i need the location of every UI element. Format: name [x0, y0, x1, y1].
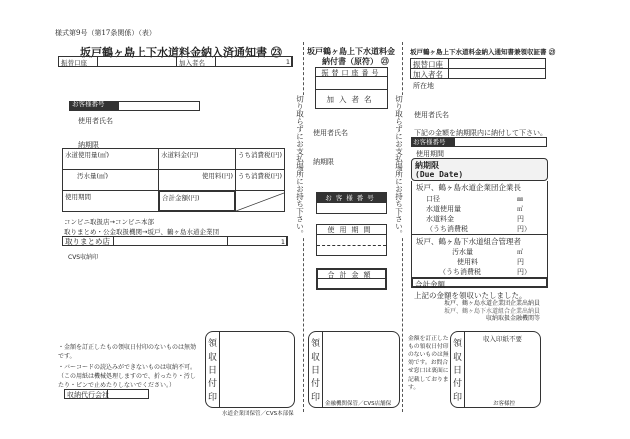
section1-stamp-box	[205, 331, 295, 408]
water-row-label: 口径	[426, 195, 440, 203]
dashed-divider	[317, 245, 386, 246]
due-date-en: (Due Date)	[415, 170, 464, 179]
sewer-row-unit: 円）	[517, 268, 531, 276]
divider	[316, 89, 387, 90]
divider	[448, 68, 546, 69]
sewer-row-unit: 円	[517, 258, 524, 266]
section2-period-box	[316, 224, 387, 256]
section3-subscriber-label: 加入者名	[410, 68, 449, 79]
section3-title	[410, 47, 555, 56]
section3-due-date-label: 納期限	[415, 161, 439, 170]
water-row-unit: ㎥	[517, 206, 524, 213]
customer-number-label: お客様番号	[69, 101, 119, 111]
sewer-org: 坂戸、鶴ヶ島下水道組合管理者	[416, 237, 521, 246]
water-row-unit: ㎜	[517, 196, 524, 203]
water-row-label: （うち消費税	[426, 225, 468, 233]
sewage-volume-cell: 汚水量(㎥)	[62, 169, 159, 191]
agent-label: 収納代行会社	[64, 389, 108, 399]
section1-charges-table	[62, 148, 283, 218]
note-1: ・金額を訂正したもの領収日付印のないものは無効です。	[58, 344, 197, 360]
instruction-text: 下記の金額を納期限内に納付して下さい。	[414, 129, 547, 137]
diagonal-line-icon	[236, 191, 284, 211]
section3-stamp-box	[450, 331, 541, 408]
section1-customer-number	[69, 101, 200, 111]
received-text: 上記の金額を領収いたしました。	[414, 291, 527, 300]
diagonal-cell	[235, 190, 285, 212]
sewer-row-label: 汚水量	[452, 248, 473, 256]
stamp-not-required: 収入印紙不要	[483, 335, 522, 343]
section3-transfer-account-label: 振替口座	[410, 58, 449, 69]
section2-title-mark: ㉓	[380, 57, 389, 66]
divider	[412, 234, 547, 235]
section3-customer-number-box	[411, 137, 547, 147]
section3-user-name-label: 使用者氏名	[414, 111, 449, 119]
issuer-line: 収納取扱金融機関等	[485, 315, 540, 322]
section3-total-label: 合計金額	[415, 280, 445, 289]
section2-stamp-footer: 金融機関保管／CVS店舗保	[325, 401, 392, 407]
water-row-unit: 円	[517, 215, 524, 223]
section2-title-line2	[322, 56, 389, 67]
cut-line-2-text: 切り取らずにお支払場所にお持ち下さい。	[394, 95, 404, 238]
sewer-row-label: 使用料	[457, 258, 478, 266]
section3-total-box	[411, 277, 548, 288]
section2-stamp-box	[308, 331, 400, 408]
form-id: 様式第9号（第17条関係）（表）	[55, 29, 156, 37]
section2-due-date-label: 納期限	[313, 158, 334, 166]
cut-line-1-text: 切り取らずにお支払場所にお持ち下さい。	[295, 95, 305, 238]
section3-account-box	[410, 58, 546, 79]
section1-stamp-footer: 水道企業団保管／CVS本部保	[222, 411, 294, 417]
section2-subscriber-label: 加入者名	[326, 95, 377, 104]
section1-stamp-label: 領 収 日 付 印	[206, 332, 220, 407]
user-name-label: 使用者氏名	[78, 117, 113, 125]
issuer-lines	[430, 300, 540, 323]
water-row-unit: 円）	[517, 225, 531, 233]
due-date-label: 納期限	[78, 141, 99, 149]
section2-total-label: 合計金額	[318, 270, 385, 279]
tax2-cell: うち消費税(円)	[235, 169, 285, 191]
subscriber-label: 加入者名	[176, 56, 216, 67]
tax1-cell: うち消費税(円)	[235, 148, 285, 170]
collector-value: 1	[227, 236, 288, 246]
note-2: ・バーコードの読込みができないものは収納不可。（この用紙は機械処理しますので、折ったり・汚したり・ピンで止めたりしないでください。）	[58, 364, 197, 389]
water-org: 坂戸、鶴ヶ島水道企業団企業長	[416, 183, 521, 192]
period-cell: 使用期間	[62, 190, 159, 212]
collector-row	[62, 236, 287, 246]
section3-title-text: 坂戸鶴ヶ島上下水道料金納入通知書兼領収証書	[410, 48, 547, 56]
section3-stamp-footer: お客様控	[493, 401, 516, 407]
section1-title-text: 坂戸鶴ヶ島上下水道料金納入済通知書	[80, 46, 267, 59]
section3-side-note: 金額を訂正したもの領収日付印のないものは無効です。お問合せ窓口は裏面に記載しております。	[408, 336, 449, 391]
section2-account-box	[315, 67, 388, 109]
account-number-label: 振替口座番号	[316, 68, 387, 77]
total-cell: 合計金額(円)	[158, 190, 236, 212]
section2-user-name-label: 使用者氏名	[313, 129, 348, 137]
section2-stamp-label: 領 収 日 付 印	[309, 332, 323, 407]
issuer-line: 坂戸、鶴ヶ島水道企業団企業出納員	[443, 300, 540, 307]
section1-title-mark: ㉓	[270, 46, 282, 59]
agent-row	[64, 389, 149, 399]
due-date-box	[411, 158, 548, 181]
address-label: 所在地	[413, 82, 434, 90]
water-row-label: 水道料金	[426, 215, 454, 223]
water-charge-cell: 水道料金(円)	[158, 148, 236, 170]
section3-period-label: 使用期間	[416, 150, 444, 158]
transfer-account-label: 振替口座	[58, 56, 98, 67]
collector-label: 取りまとめ店	[62, 236, 114, 246]
subscriber-value: 1	[215, 56, 293, 67]
issuer-line: 坂戸、鶴ヶ島下水道組合企業出納員	[443, 307, 540, 315]
section2-customer-number-box	[316, 192, 387, 214]
route-line1: コンビニ取扱店→コンビニ本部	[64, 218, 154, 226]
section2-period-label: 使用期間	[317, 225, 386, 235]
route-line2: 取りまとめ・公金取扱機関→坂戸、鶴ヶ島水道企業団	[64, 228, 219, 236]
water-row-label: 水道使用量	[426, 205, 461, 213]
sewer-row-label: （うち消費税	[439, 268, 481, 276]
section1-notes	[58, 343, 200, 390]
section3-stamp-label: 領 収 日 付 印	[451, 332, 465, 407]
section1-account-row	[58, 56, 292, 67]
section2-title-text: 納付書（原符）	[322, 57, 378, 66]
usage-fee-cell: 使用料(円)	[158, 169, 236, 191]
cvs-label: CVS収納印	[68, 254, 99, 261]
section2-title-line1: 坂戸鶴ヶ島上下水道料金	[307, 47, 395, 56]
section3-title-mark: ㉓	[548, 48, 556, 56]
water-usage-cell: 水道使用量(㎥)	[62, 148, 159, 170]
section3-customer-number-label: お客様番号	[412, 138, 455, 146]
section2-total-box	[316, 268, 387, 290]
sewer-row-unit: ㎥	[517, 249, 524, 256]
section3-charges	[411, 181, 548, 277]
section2-customer-number-label: お客様番号	[317, 193, 386, 203]
